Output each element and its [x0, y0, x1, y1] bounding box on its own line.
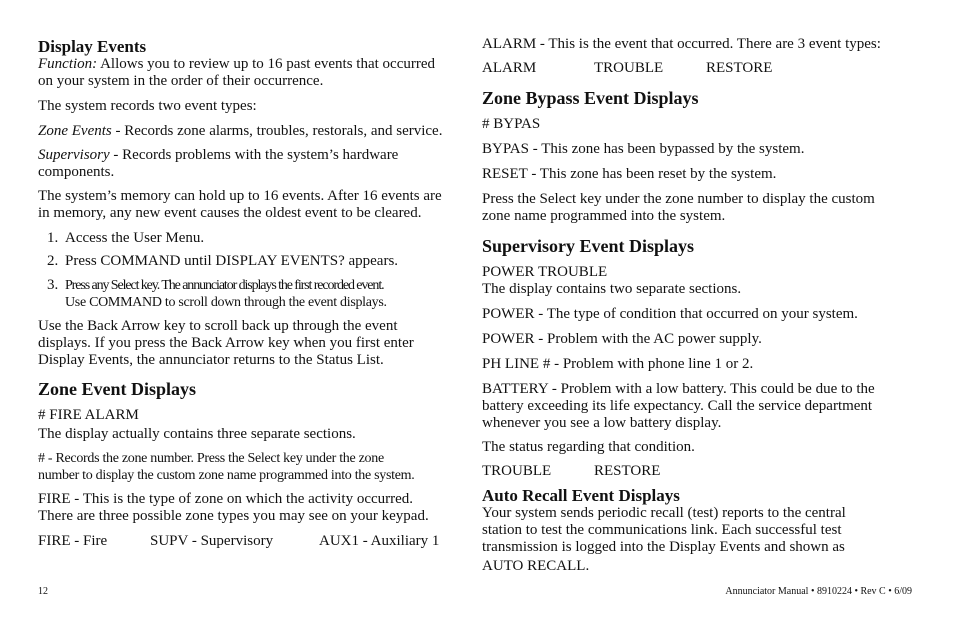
ph-line-text: PH LINE # - Problem with phone line 1 or 2. — [482, 356, 754, 372]
supervisory-text: - Records problems with the system’s hardware — [109, 147, 399, 163]
battery-text-3: whenever you see a low battery display. — [482, 415, 722, 431]
press-select-text-1: Press the Select key under the zone number to display the custom — [482, 191, 875, 207]
page-number: 12 — [38, 586, 48, 597]
function-text: Allows you to review up to 16 past events that occurred — [97, 56, 436, 72]
fire-text-2: There are three possible zone types you may see on your keypad. — [38, 508, 429, 524]
zone-type-aux1: AUX1 - Auxiliary 1 — [319, 533, 440, 549]
step-text: Press any Select key. The annunciator displays the first recorded event. — [65, 278, 384, 293]
step-text-cont: Use COMMAND to scroll down through the event displays. — [65, 295, 387, 310]
hash-text-1: # - Records the zone number. Press the Select key under the zone — [38, 451, 384, 466]
zone-type-fire: FIRE - Fire — [38, 533, 108, 549]
power-trouble-code: POWER TROUBLE — [482, 264, 608, 280]
event-type-restore: RESTORE — [706, 60, 773, 76]
bypas-code: # BYPAS — [482, 116, 541, 132]
power-type-text: POWER - The type of condition that occurred on your system. — [482, 306, 858, 322]
display-events-heading: Display Events — [38, 37, 147, 56]
status-text: The status regarding that condition. — [482, 439, 695, 455]
back-arrow-text-3: Display Events, the annunciator returns to the Status List. — [38, 352, 384, 368]
event-type-trouble: TROUBLE — [594, 60, 664, 76]
supervisory-text-cont: components. — [38, 164, 115, 180]
footer-text: Annunciator Manual • 8910224 • Rev C • 6/09 — [725, 586, 912, 597]
power-ac-text: POWER - Problem with the AC power supply. — [482, 331, 762, 347]
function-text-cont: on your system in the order of their occurrence. — [38, 73, 324, 89]
auto-recall-text-1: Your system sends periodic recall (test) reports to the central — [482, 505, 846, 521]
step-number: 2. — [47, 253, 59, 269]
reset-text: RESET - This zone has been reset by the system. — [482, 166, 777, 182]
alarm-line: ALARM - This is the event that occurred. There are 3 event types: — [482, 36, 881, 52]
back-arrow-text-2: displays. If you press the Back Arrow key when you first enter — [38, 335, 414, 351]
back-arrow-text-1: Use the Back Arrow key to scroll back up through the event — [38, 318, 398, 334]
auto-recall-text-4: AUTO RECALL. — [482, 558, 590, 574]
three-sections-text: The display actually contains three separate sections. — [38, 426, 356, 442]
zone-type-supv: SUPV - Supervisory — [150, 533, 274, 549]
zone-events-text: - Records zone alarms, troubles, restorals, and service. — [111, 123, 443, 139]
event-type-alarm: ALARM — [482, 60, 537, 76]
auto-recall-text-2: station to test the communications link. Each successful test — [482, 522, 842, 538]
function-line — [38, 56, 435, 73]
step-text: Press COMMAND until DISPLAY EVENTS? appears. — [65, 253, 399, 269]
fire-alarm-code: # FIRE ALARM — [38, 407, 139, 423]
auto-recall-heading: Auto Recall Event Displays — [482, 486, 680, 505]
hash-text-2: number to display the custom zone name programmed into the system. — [38, 468, 415, 483]
two-sections-text: The display contains two separate sections. — [482, 281, 742, 297]
status-type-trouble: TROUBLE — [482, 463, 552, 479]
status-type-restore: RESTORE — [594, 463, 661, 479]
step-number: 3. — [47, 277, 59, 293]
records-types-text: The system records two event types: — [38, 98, 257, 114]
step-text: Access the User Menu. — [65, 230, 205, 246]
supervisory-label: Supervisory — [38, 147, 110, 163]
bypas-text: BYPAS - This zone has been bypassed by the system. — [482, 141, 805, 157]
battery-text-2: battery exceeding its life expectancy. Call the service department — [482, 398, 873, 414]
step-number: 1. — [47, 230, 59, 246]
auto-recall-text-3: transmission is logged into the Display Events and shown as — [482, 539, 845, 555]
function-label: Function: — [38, 56, 98, 72]
fire-text-1: FIRE - This is the type of zone on which the activity occurred. — [38, 491, 414, 507]
zone-events-label: Zone Events — [38, 123, 112, 139]
supervisory-heading: Supervisory Event Displays — [482, 236, 695, 256]
zone-event-displays-heading: Zone Event Displays — [38, 379, 197, 399]
memory-text-2: in memory, any new event causes the oldest event to be cleared. — [38, 205, 422, 221]
press-select-text-2: zone name programmed into the system. — [482, 208, 726, 224]
zone-bypass-heading: Zone Bypass Event Displays — [482, 88, 699, 108]
battery-text-1: BATTERY - Problem with a low battery. This could be due to the — [482, 381, 875, 397]
memory-text-1: The system’s memory can hold up to 16 events. After 16 events are — [38, 188, 442, 204]
supervisory-line — [38, 147, 398, 164]
zone-events-line — [38, 123, 442, 140]
